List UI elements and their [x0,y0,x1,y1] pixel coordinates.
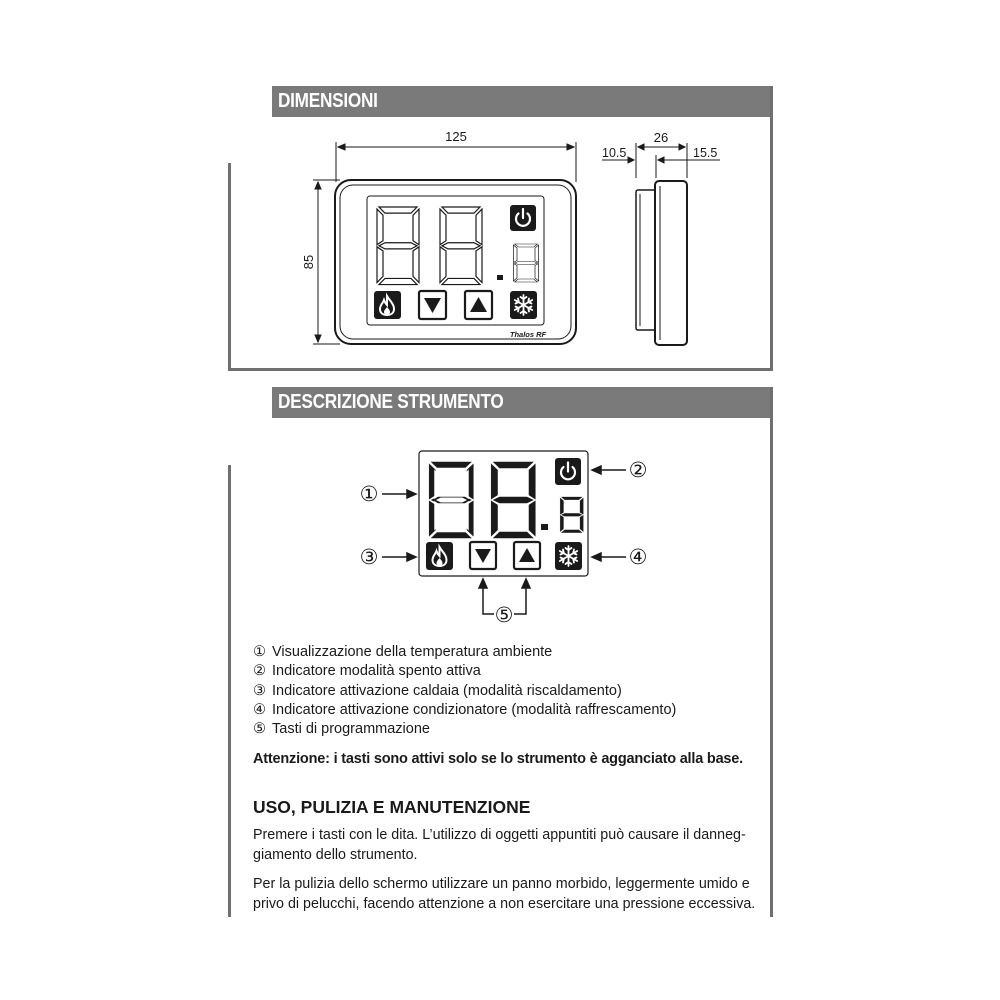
list-item: ③ Indicatore attivazione caldaia (modalità riscaldamento) [253,682,622,699]
usage-paragraph-2: Per la pulizia dello schermo utilizzare un panno morbido, leggermente umido e privo di pelucchi, facendo attenzione a non esercitare una pressione eccessiva. [253,876,756,912]
list-item: ④ Indicatore attivazione condizionatore (modalità raffrescamento) [253,701,677,718]
attention-note: Attenzione: i tasti sono attivi solo se lo strumento è agganciato alla base. [253,751,743,767]
callout-4: ④ [628,545,648,569]
width-label: 125 [445,129,467,144]
callout-1: ① [359,482,379,506]
depth-right-label: 15.5 [693,146,718,160]
dimensions-section-title: DIMENSIONI [272,86,773,117]
device-side-view [636,181,687,345]
depth-left-label: 10.5 [602,146,627,160]
list-item: ① Visualizzazione della temperatura ambiente [253,644,553,660]
list-item: ⑤ Tasti di programmazione [253,721,430,738]
usage-paragraph-1: Premere i tasti con le dita. L’utilizzo di oggetti appuntiti può causare il danneg-giamento dello strumento. [253,827,746,863]
callout-5: ⑤ [494,603,514,627]
depth-label: 26 [653,130,669,145]
callout-2: ② [628,458,648,482]
brand-label: Thalos RF [509,330,547,339]
list-item: ② Indicatore modalità spento attiva [253,663,481,680]
width-dimension [336,142,576,182]
description-section-title: DESCRIZIONE STRUMENTO [272,387,773,418]
height-label: 85 [301,254,316,270]
usage-section-title: USO, PULIZIA E MANUTENZIONE [253,797,531,817]
description-list [253,643,773,739]
device-display-description [419,451,588,576]
callout-3: ③ [359,545,379,569]
device-front-view [335,180,576,344]
